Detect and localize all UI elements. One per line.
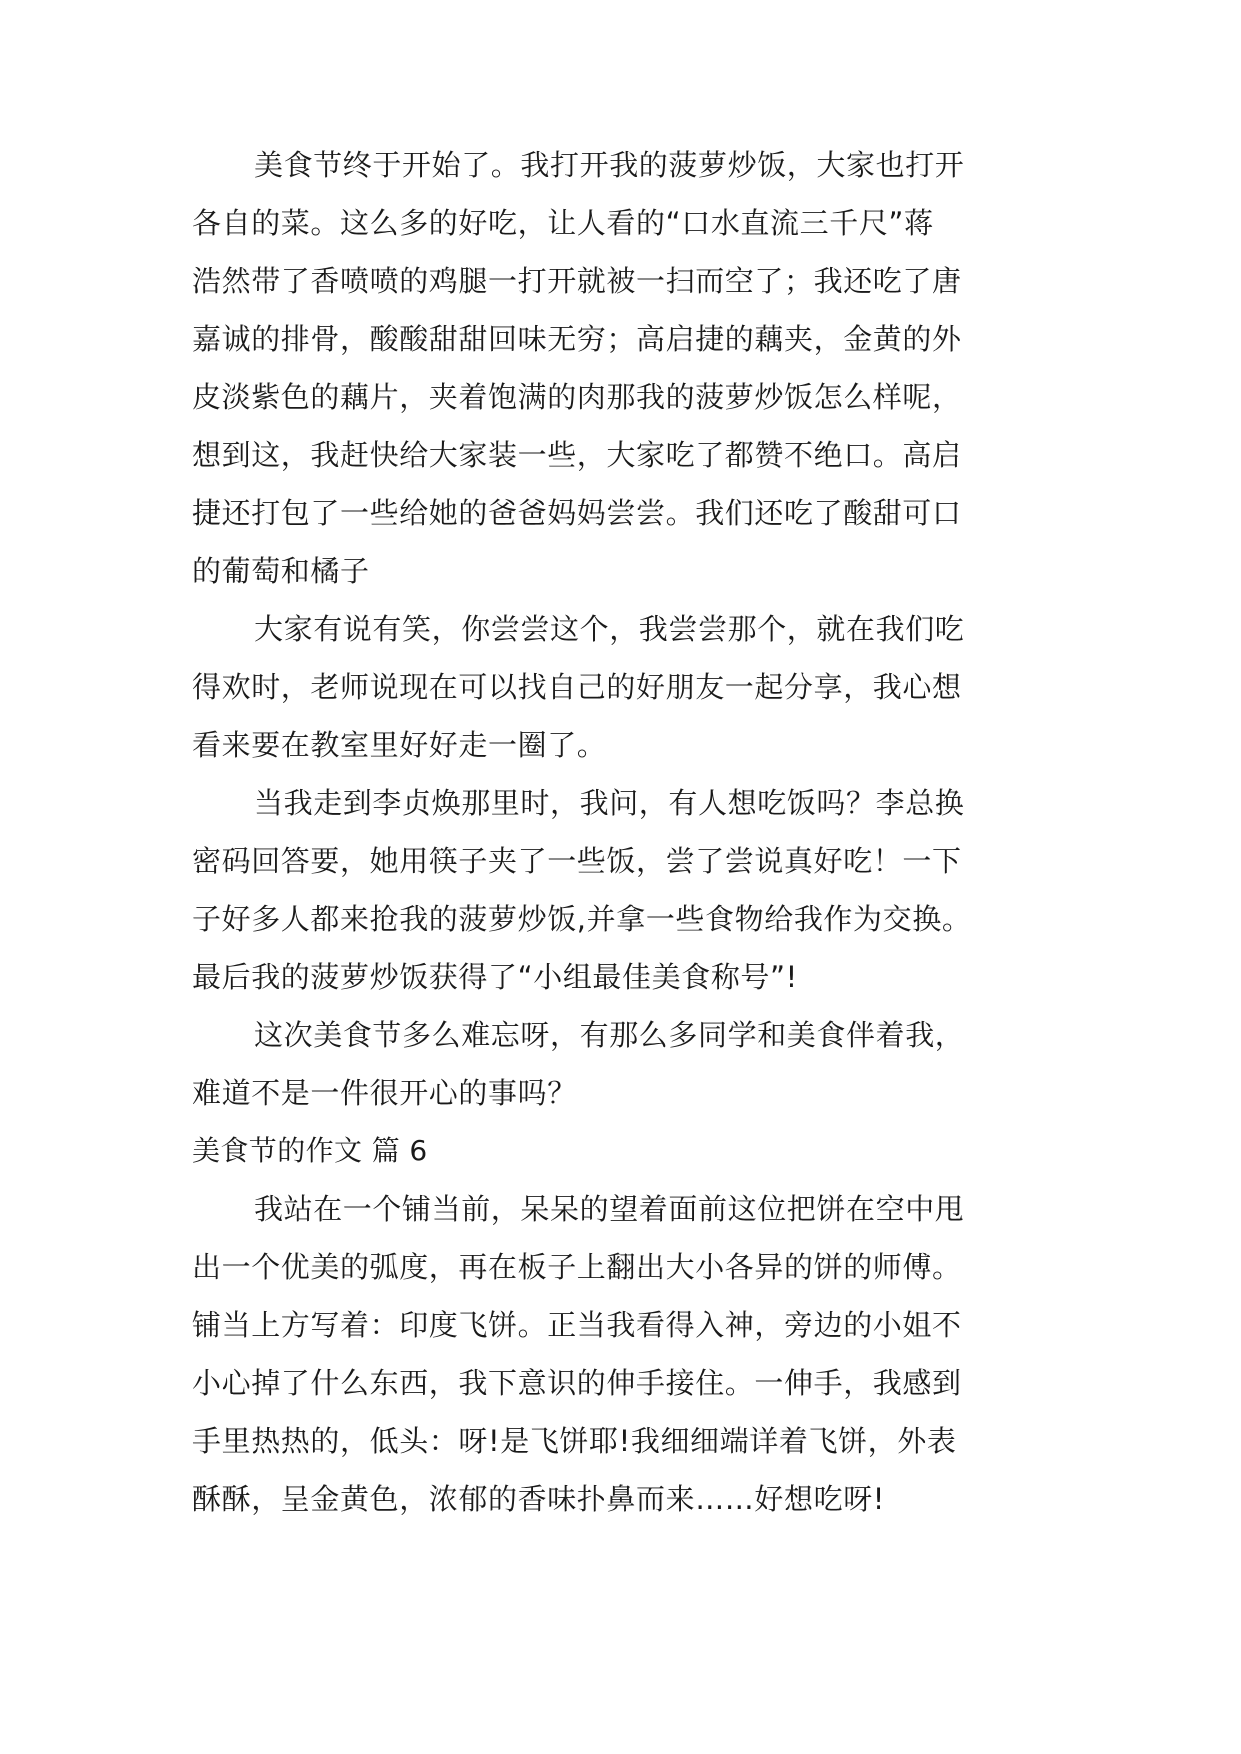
text-line: 想到这，我赶快给大家装一些，大家吃了都赞不绝口。高启: [192, 438, 962, 472]
text-line: 的葡萄和橘子: [192, 554, 370, 588]
text-line: 密码回答要，她用筷子夹了一些饭，尝了尝说真好吃！一下: [192, 844, 962, 878]
text-line: 得欢时，老师说现在可以找自己的好朋友一起分享，我心想: [192, 670, 962, 704]
section-heading: 美食节的作文 篇 6: [192, 1134, 428, 1167]
paragraph: [192, 774, 1062, 1006]
text-line: 最后我的菠萝炒饭获得了“小组最佳美食称号”!: [192, 960, 798, 994]
text-line: 各自的菜。这么多的好吃，让人看的“口水直流三千尺”蒋: [192, 206, 934, 240]
text-line: 铺当上方写着：印度飞饼。正当我看得入神，旁边的小姐不: [192, 1308, 962, 1342]
text-line: 皮淡紫色的藕片，夹着饱满的肉那我的菠萝炒饭怎么样呢，: [192, 380, 962, 414]
text-line: 子好多人都来抢我的菠萝炒饭,并拿一些食物给我作为交换。: [192, 902, 972, 936]
paragraph: [192, 1180, 1062, 1528]
paragraph: [192, 600, 1062, 774]
text-line: 美食节终于开始了。我打开我的菠萝炒饭，大家也打开: [254, 148, 965, 182]
paragraph: [192, 1006, 1062, 1122]
text-line: 浩然带了香喷喷的鸡腿一打开就被一扫而空了；我还吃了唐: [192, 264, 962, 298]
paragraph: [192, 136, 1062, 600]
text-line: 看来要在教室里好好走一圈了。: [192, 728, 607, 762]
document-page: [192, 136, 1062, 1528]
text-line: 我站在一个铺当前，呆呆的望着面前这位把饼在空中甩: [254, 1192, 965, 1226]
text-line: 出一个优美的弧度，再在板子上翻出大小各异的饼的师傅。: [192, 1250, 962, 1284]
text-line: 酥酥，呈金黄色，浓郁的香味扑鼻而来……好想吃呀!: [192, 1482, 886, 1516]
text-line: 手里热热的，低头：呀!是飞饼耶!我细细端详着飞饼，外表: [192, 1424, 957, 1458]
text-line: 这次美食节多么难忘呀，有那么多同学和美食伴着我，: [254, 1018, 965, 1052]
text-line: 嘉诚的排骨，酸酸甜甜回味无穷；高启捷的藕夹，金黄的外: [192, 322, 962, 356]
text-line: 大家有说有笑，你尝尝这个，我尝尝那个，就在我们吃: [254, 612, 965, 646]
text-line: 小心掉了什么东西，我下意识的伸手接住。一伸手，我感到: [192, 1366, 962, 1400]
text-line: 当我走到李贞焕那里时，我问，有人想吃饭吗？李总换: [254, 786, 965, 820]
text-line: 难道不是一件很开心的事吗？: [192, 1076, 577, 1110]
text-line: 捷还打包了一些给她的爸爸妈妈尝尝。我们还吃了酸甜可口: [192, 496, 962, 530]
